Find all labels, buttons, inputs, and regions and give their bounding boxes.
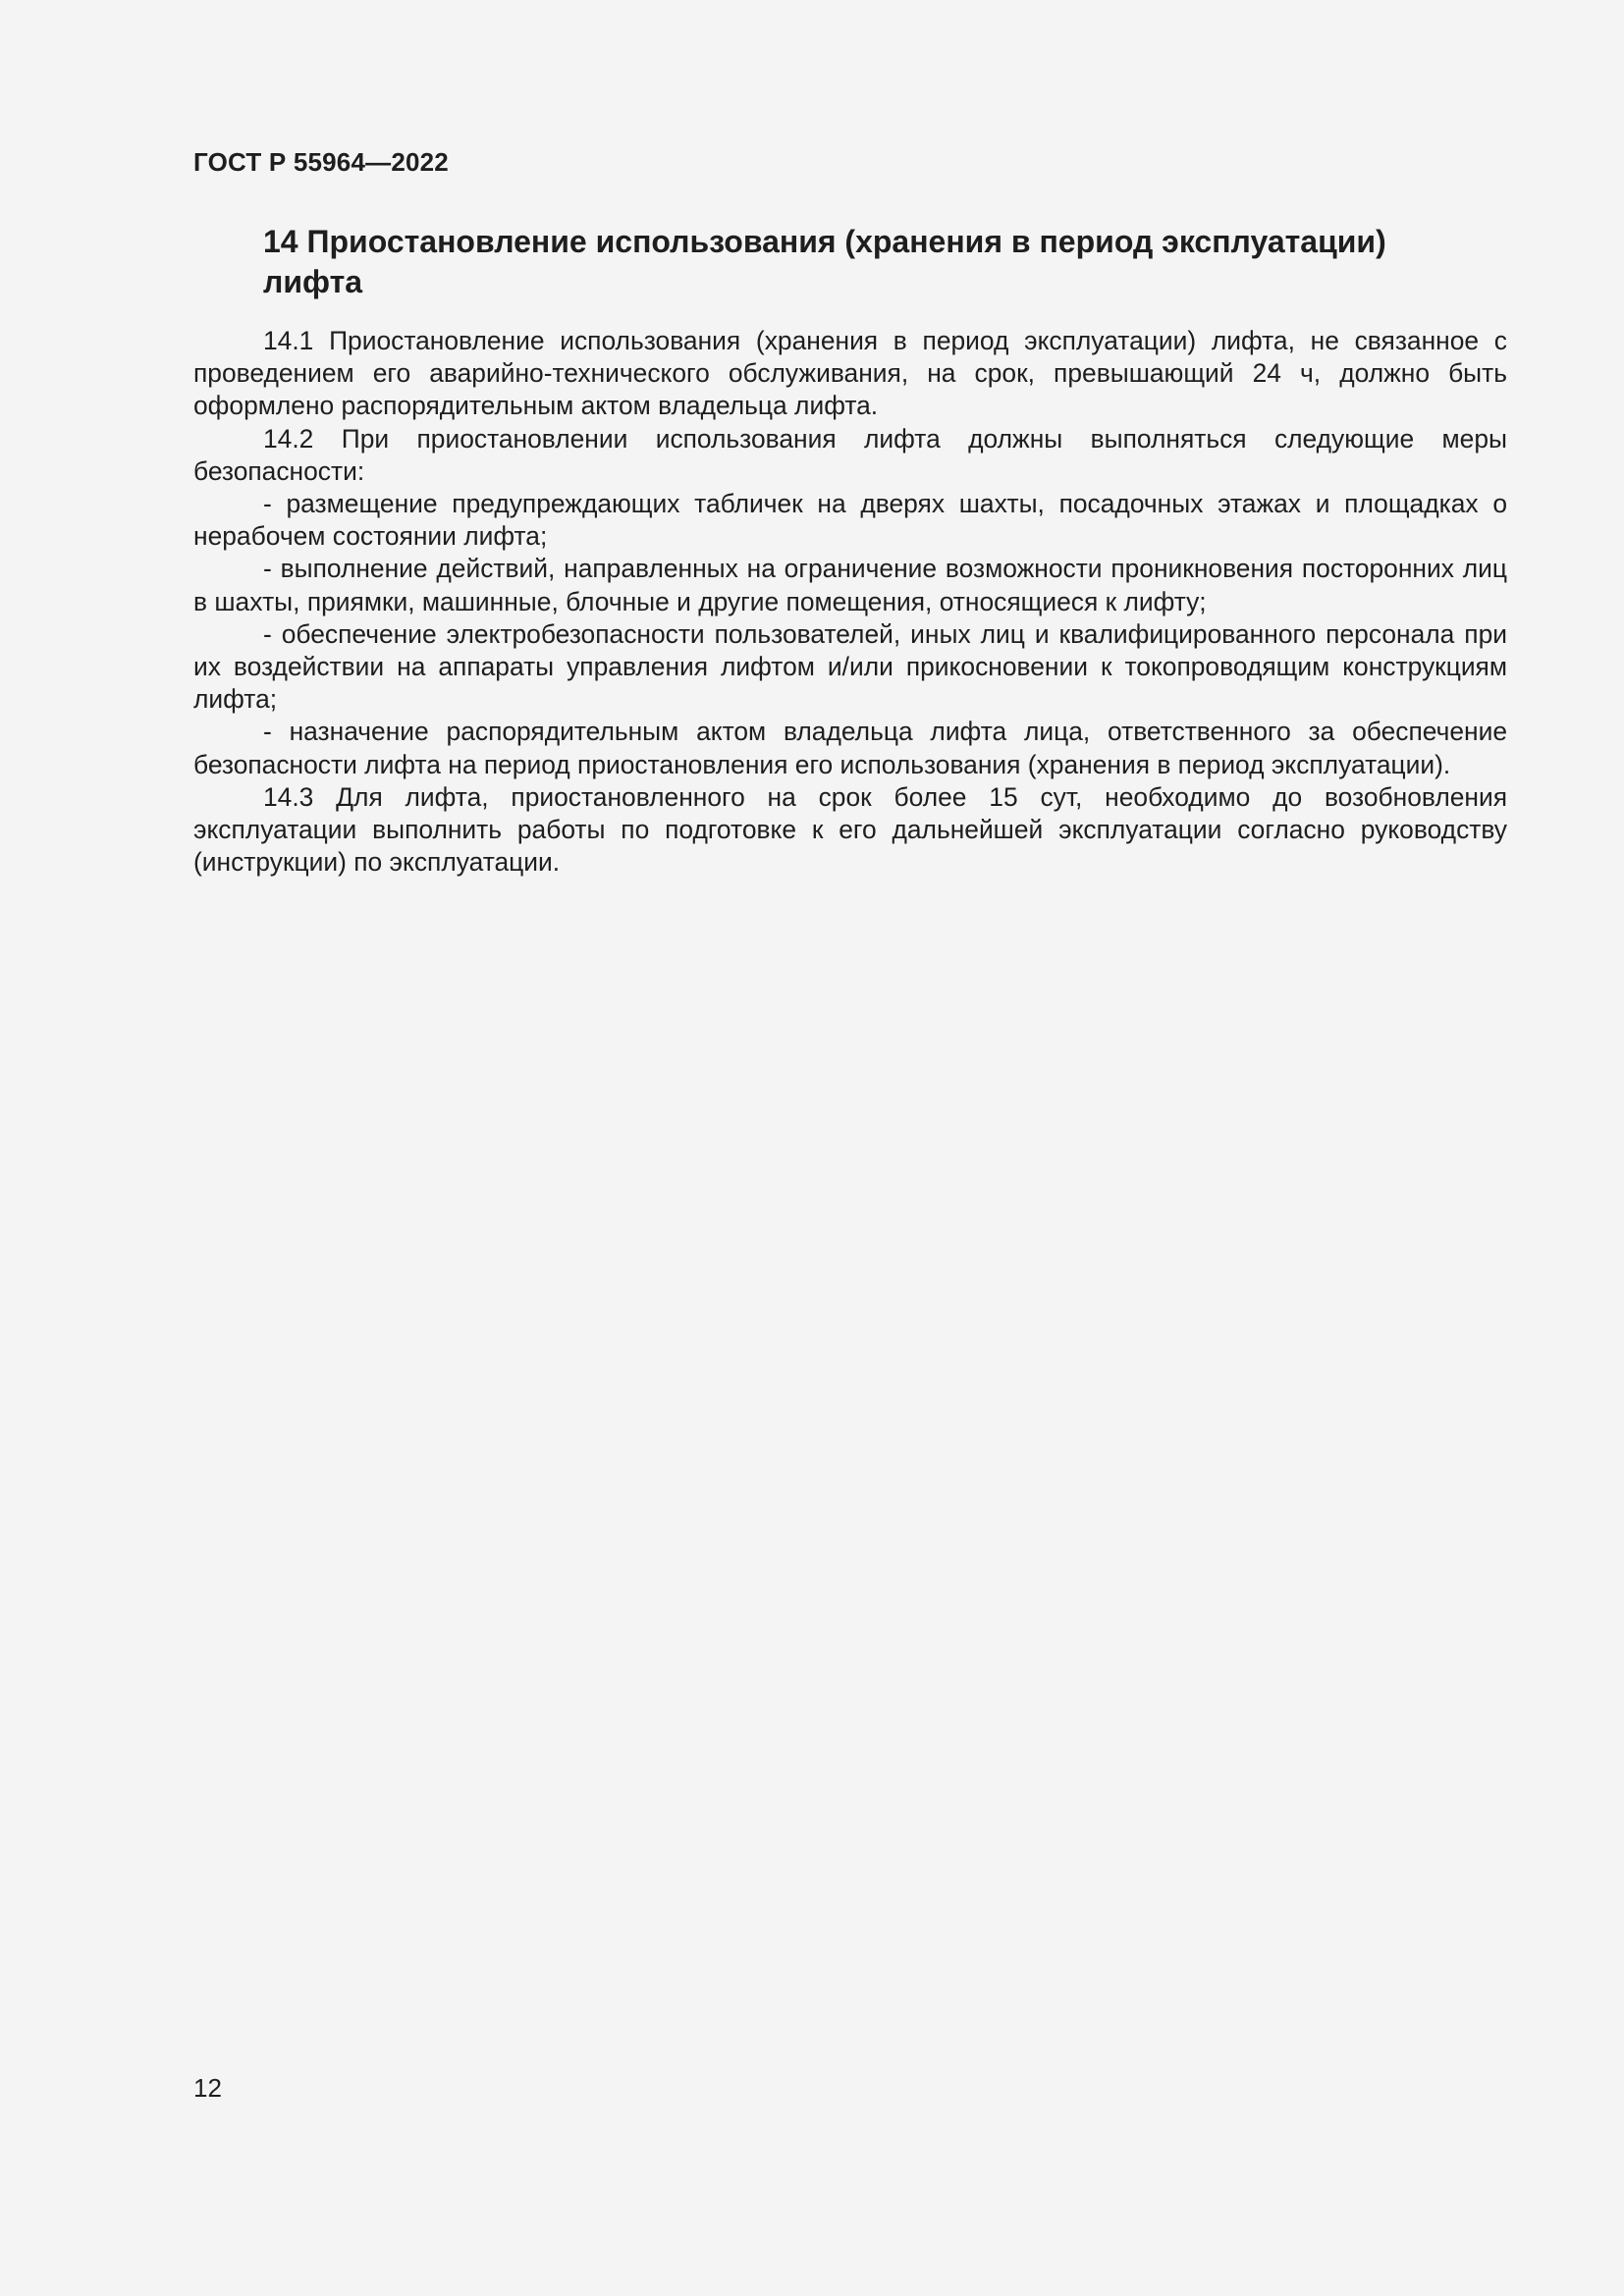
document-code-header: ГОСТ Р 55964—2022 [193, 147, 449, 177]
list-item-electrical-safety: - обеспечение электробезопасности пользователей, иных лиц и квалифицированного персонала при их воздействии на аппараты управления лифтом и/или прикосновении к токопроводящим конструкциям лифта; [193, 618, 1507, 715]
section-title [263, 222, 1481, 302]
list-item-responsible-person: - назначение распорядительным актом владельца лифта лица, ответственного за обеспечение безопасности лифта на период приостановления его использования (хранения в период эксплуатации). [193, 717, 1507, 779]
page-number: 12 [193, 2073, 222, 2103]
section-body [193, 325, 1507, 879]
paragraph-14-2: 14.2 При приостановлении использования лифта должны выполняться следующие меры безопасности: [193, 423, 1507, 486]
section-title-line-1: 14 Приостановление использования (хранения в период эксплуатации) [263, 224, 1386, 259]
paragraph-14-1: 14.1 Приостановление использования (хранения в период эксплуатации) лифта, не связанное с проведением его аварийно-технического обслуживания, на срок, превышающий 24 ч, должно быть оформлено распорядительным актом владельца лифта. [193, 326, 1507, 421]
paragraph-14-3: 14.3 Для лифта, приостановленного на срок более 15 сут, необходимо до возобновления эксплуатации выполнить работы по подготовке к его дальнейшей эксплуатации согласно руководству (инструкции) по эксплуатации. [193, 781, 1507, 878]
section-title-line-2: лифта [263, 264, 363, 299]
list-item-access-restriction: - выполнение действий, направленных на ограничение возможности проникновения посторонних лиц в шахты, приямки, машинные, блочные и другие помещения, относящиеся к лифту; [193, 554, 1507, 616]
list-item-warning-signs: - размещение предупреждающих табличек на дверях шахты, посадочных этажах и площадках о нерабочем состоянии лифта; [193, 489, 1507, 552]
